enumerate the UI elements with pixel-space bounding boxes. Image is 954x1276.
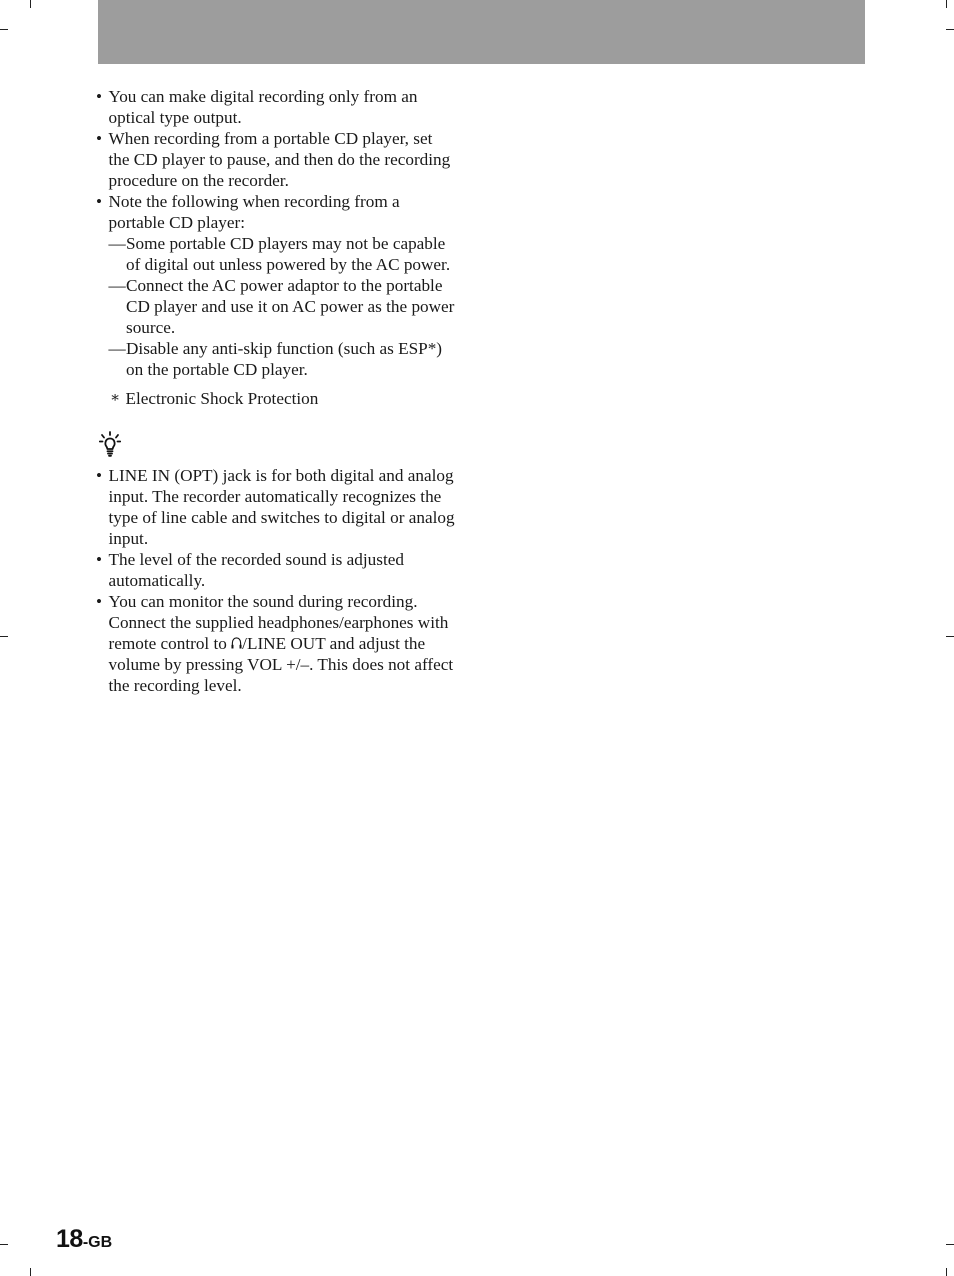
hint-item: • The level of the recorded sound is adjusted automatically. bbox=[96, 549, 456, 591]
note-subitem: — Some portable CD players may not be capable of digital out unless powered by the AC power. bbox=[109, 233, 457, 275]
note-item bbox=[96, 191, 456, 380]
crop-mark bbox=[0, 29, 8, 30]
lightbulb-icon bbox=[99, 431, 121, 457]
note-subitem: — Connect the AC power adaptor to the portable CD player and use it on AC power as the power source. bbox=[109, 275, 457, 338]
crop-mark bbox=[946, 1268, 947, 1276]
hint-item: • LINE IN (OPT) jack is for both digital and analog input. The recorder automatically recognizes the type of line cable and switches to digital or analog input. bbox=[96, 465, 456, 549]
crop-mark bbox=[946, 636, 954, 637]
footnote bbox=[96, 388, 456, 409]
page-number-suffix: -GB bbox=[82, 1234, 113, 1251]
note-subitem: — Disable any anti-skip function (such as ESP*) on the portable CD player. bbox=[109, 338, 457, 380]
crop-mark bbox=[0, 1244, 8, 1245]
page-number-value: 18 bbox=[56, 1225, 83, 1253]
crop-mark bbox=[946, 29, 954, 30]
note-item-text: Note the following when recording from a portable CD player: bbox=[108, 192, 400, 232]
footnote-mark: ∗ bbox=[110, 390, 121, 406]
crop-mark bbox=[30, 1268, 31, 1276]
footnote-text: Electronic Shock Protection bbox=[125, 389, 319, 408]
notes-column bbox=[96, 86, 456, 696]
hint-item-text: You can monitor the sound during recording. Connect the supplied headphones/earphones with remote control to bbox=[108, 592, 449, 653]
hint-item bbox=[96, 591, 456, 696]
headphones-icon bbox=[231, 636, 242, 650]
crop-mark bbox=[946, 1244, 954, 1245]
page-number bbox=[56, 1225, 112, 1254]
note-item: • You can make digital recording only from an optical type output. bbox=[96, 86, 456, 128]
hints-list bbox=[96, 465, 456, 696]
notes-list bbox=[96, 86, 456, 380]
crop-mark bbox=[946, 0, 947, 8]
note-item: • When recording from a portable CD player, set the CD player to pause, and then do the recording procedure on the recorder. bbox=[96, 128, 456, 191]
crop-mark bbox=[0, 636, 8, 637]
note-sublist bbox=[109, 233, 457, 380]
hint-item-text: /LINE OUT and adjust the volume by pressing VOL +/–. This does not affect the recording level. bbox=[108, 634, 454, 695]
section-header-bar bbox=[98, 0, 865, 64]
crop-mark bbox=[30, 0, 31, 8]
